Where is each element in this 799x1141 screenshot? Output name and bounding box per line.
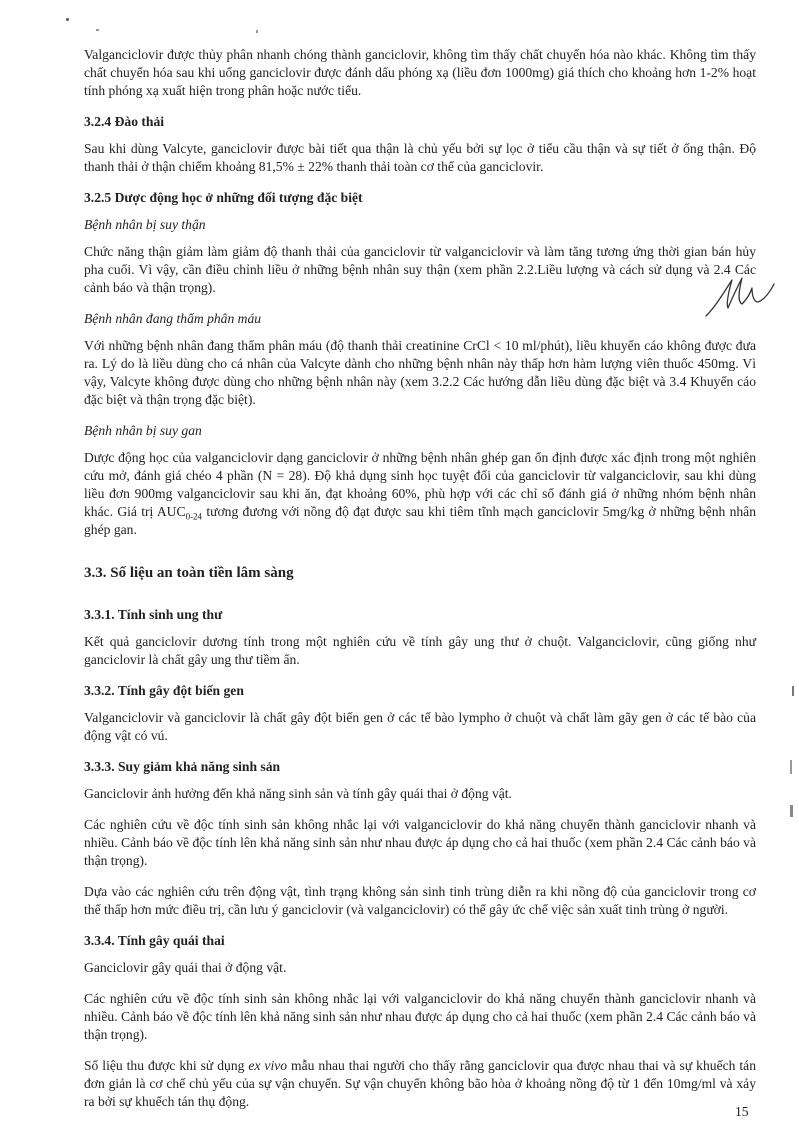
paragraph-carcinogenicity: Kết quả ganciclovir dương tính trong một nghiên cứu về tính gây ung thư ở chuột. Valganciclovir, cũng giống như ganciclovir là chất gây ung thư tiềm ẩn. <box>84 634 756 667</box>
paragraph-renal-impairment: Chức năng thận giảm làm giảm độ thanh thải của ganciclovir từ valganciclovir và làm tăng tương ứng thời gian bán hủy pha cuối. Vì vậy, cần điều chỉnh liều ở những bệnh nhân suy thận (xem phần 2.2.Liều lượng và cách sử dụng và 2.4 Các cảnh báo và thận trọng). <box>84 244 756 295</box>
placenta-text-part1: Số liệu thu được khi sử dụng <box>84 1058 249 1073</box>
subheading-hepatic-impairment: Bệnh nhân bị suy gan <box>84 423 202 438</box>
document-body <box>84 46 756 1124</box>
auc-subscript: 0-24 <box>185 511 203 522</box>
paragraph-fertility-1: Ganciclovir ảnh hưởng đến khả năng sinh sản và tính gây quái thai ở động vật. <box>84 786 512 801</box>
heading-elimination: 3.2.4 Đào thải <box>84 114 165 129</box>
scan-edge-mark <box>790 805 793 817</box>
scan-speck <box>66 18 69 21</box>
ex-vivo-italic: ex vivo <box>248 1058 288 1073</box>
heading-fertility: 3.3.3. Suy giảm khả năng sinh sản <box>84 759 281 774</box>
page-number: 15 <box>735 1104 749 1119</box>
paragraph-mutagenicity: Valganciclovir và ganciclovir là chất gây đột biến gen ở các tế bào lympho ở chuột và chất làm gãy gen ở các tế bào của động vật có vú. <box>84 710 756 743</box>
heading-special-populations: 3.2.5 Dược động học ở những đối tượng đặc biệt <box>84 190 363 205</box>
placenta-text-part2: mẫu nhau thai người cho thấy rằng ganciclovir qua được nhau thai và sự khuếch tán đơn giản là cơ chế chủ yếu của sự vận chuyển. Sự vận chuyển không bão hòa ở khoảng nồng độ từ 1 đến 10mg/ml và xảy ra bởi sự khuếch tán thụ động. <box>84 1058 756 1109</box>
heading-carcinogenicity: 3.3.1. Tính sinh ung thư <box>84 607 223 622</box>
paragraph-elimination: Sau khi dùng Valcyte, ganciclovir được bài tiết qua thận là chủ yếu bởi sự lọc ở tiểu cầu thận và sự tiết ở ống thận. Độ thanh thải ở thận chiếm khoảng 81,5% ± 22% thanh thải toàn cơ thể của ganciclovir. <box>84 141 756 174</box>
hepatic-text-part1: Dược động học của valganciclovir dạng ganciclovir ở những bệnh nhân ghép gan ổn định được xác định trong một nghiên cứu mở, đánh giá chéo 4 phần (N = 28). Độ khả dụng sinh học tuyệt đối của ganciclovir từ valganciclovir, sau khi dùng liều đơn 900mg valganciclovir sau khi ăn, đạt khoảng 60%, phù hợp với các chỉ số đánh giá ở những nhóm bệnh nhân khác. Giá trị AUC <box>84 450 756 519</box>
paragraph-fertility-2: Các nghiên cứu về độc tính sinh sản không nhắc lại với valganciclovir do khả năng chuyển thành ganciclovir nhanh và nhiều. Cảnh báo về độc tính lên khả năng sinh sản như nhau được áp dụng cho cả hai thuốc (xem phần 2.4 Các cảnh báo và thận trọng). <box>84 817 756 868</box>
scan-edge-mark <box>792 686 794 696</box>
heading-preclinical-safety: 3.3. Số liệu an toàn tiền lâm sàng <box>84 565 294 581</box>
paragraph-fertility-3: Dựa vào các nghiên cứu trên động vật, tình trạng không sản sinh tinh trùng diễn ra khi nồng độ của ganciclovir trong cơ thể thấp hơn mức điều trị, cần lưu ý ganciclovir (và valganciclovir) có thể gây ức chế việc sản xuất tinh trùng ở người. <box>84 884 756 917</box>
hepatic-text-part2: tương đương với nồng độ đạt được sau khi tiêm tĩnh mạch ganciclovir 5mg/kg ở những bệnh nhân ghép gan. <box>84 504 756 537</box>
subheading-renal-impairment: Bệnh nhân bị suy thận <box>84 217 206 232</box>
heading-mutagenicity: 3.3.2. Tính gây đột biến gen <box>84 683 244 698</box>
scan-speck <box>256 30 258 33</box>
paragraph-teratogenicity-1: Ganciclovir gây quái thai ở động vật. <box>84 960 287 975</box>
paragraph-teratogenicity-3 <box>84 1057 756 1111</box>
paragraph-hemodialysis: Với những bệnh nhân đang thẩm phân máu (độ thanh thải creatinine CrCl < 10 ml/phút), liều khuyến cáo không được đưa ra. Lý do là liều dùng cho cá nhân của Valcyte dành cho những bệnh nhân này thấp hơn hàm lượng viên thuốc 450mg. Vì vậy, Valcyte không được dùng cho những bệnh nhân này (xem 3.2.2 Các hướng dẫn liều dùng đặc biệt và 3.4 Khuyến cáo đặc biệt và thận trọng đặc biệt). <box>84 338 756 407</box>
paragraph-metabolism: Valganciclovir được thủy phân nhanh chóng thành ganciclovir, không tìm thấy chất chuyển hóa nào khác. Không tìm thấy chất chuyển hóa sau khi uống ganciclovir được đánh dấu phóng xạ (liều đơn 1000mg) giá thích cho khoảng hơn 1-2% hoạt tính phóng xạ xuất hiện trong phân hoặc nước tiểu. <box>84 47 756 98</box>
paragraph-hepatic-impairment <box>84 449 756 539</box>
subheading-hemodialysis: Bệnh nhân đang thẩm phân máu <box>84 311 262 326</box>
paragraph-teratogenicity-2: Các nghiên cứu về độc tính sinh sản không nhắc lại với valganciclovir do khả năng chuyển thành ganciclovir nhanh và nhiều. Cảnh báo về độc tính lên khả năng sinh sản như nhau được áp dụng cho cả hai thuốc (xem phần 2.4 Các cảnh báo và thận trọng). <box>84 991 756 1042</box>
heading-teratogenicity: 3.3.4. Tính gây quái thai <box>84 933 225 948</box>
scan-edge-mark <box>790 760 792 774</box>
scan-speck <box>96 29 99 31</box>
